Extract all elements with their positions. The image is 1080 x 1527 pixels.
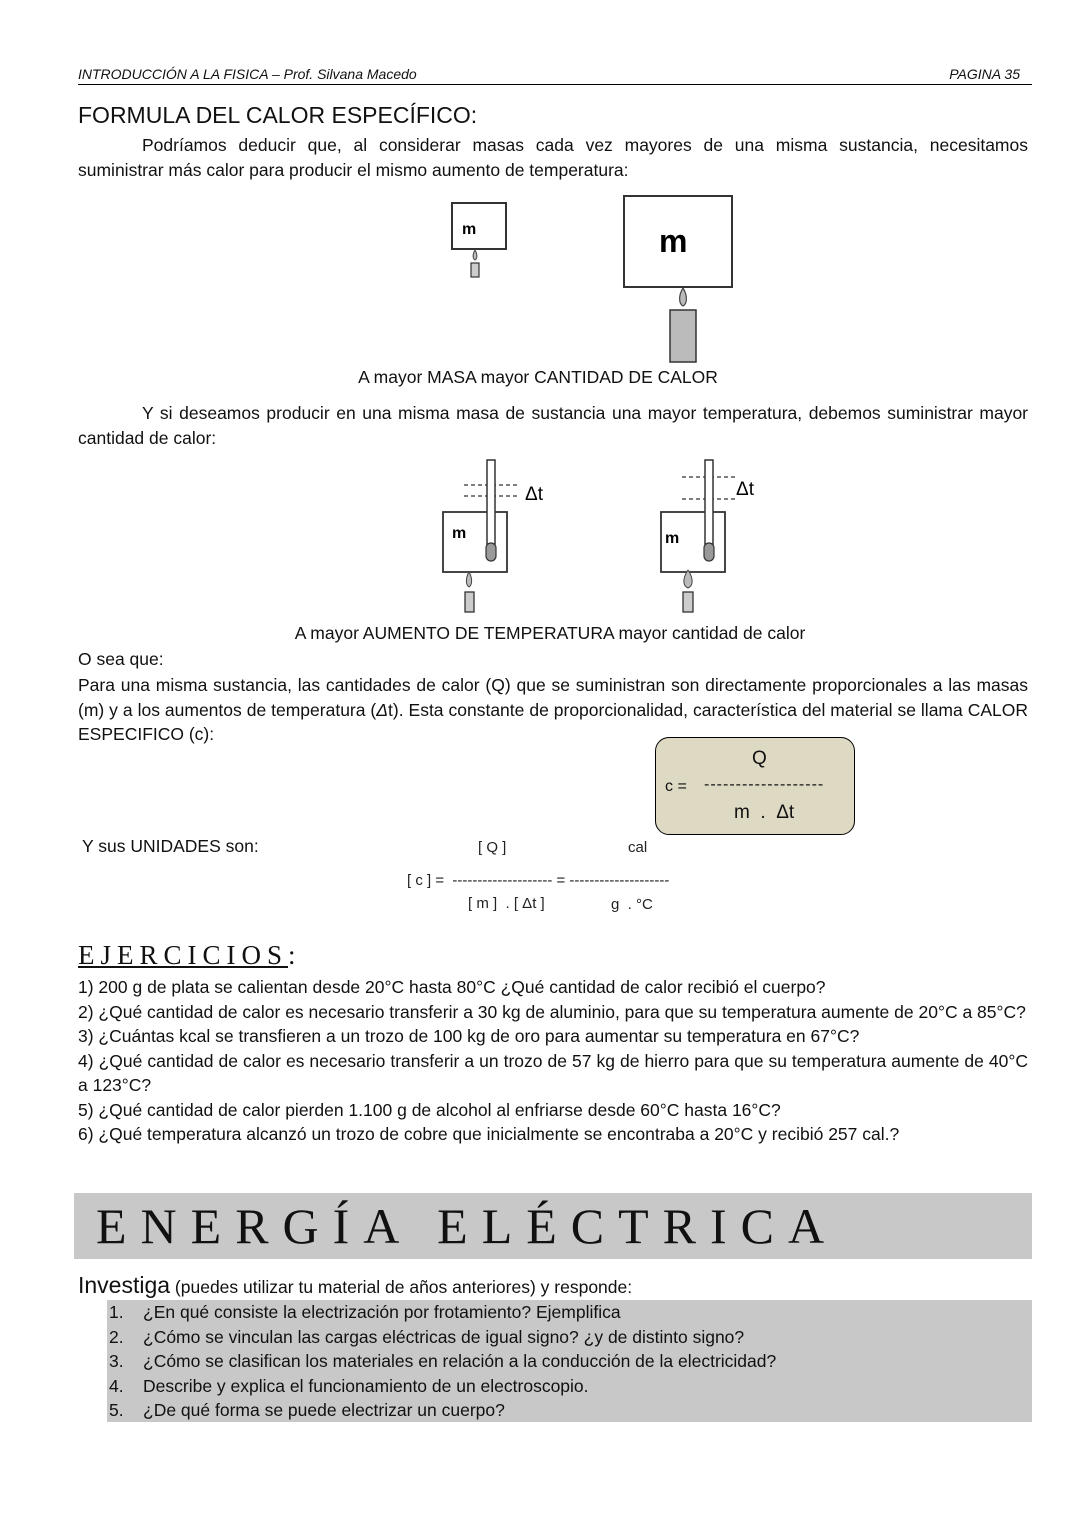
right-mass-label: m — [665, 530, 680, 547]
paragraph-definition — [78, 673, 1028, 747]
units-equation-line: [ c ] = -------------------- = -------------------- — [407, 872, 670, 889]
banner-title: ENERGÍA ELÉCTRICA — [96, 1198, 839, 1254]
right-candle-icon — [683, 570, 693, 612]
header-course: INTRODUCCIÓN A LA FISICA – Prof. Silvana Macedo — [78, 66, 417, 82]
exercise-item: 5) ¿Qué cantidad de calor pierden 1.100 g de alcohol al enfriarse desde 60°C hasta 16°C? — [78, 1099, 781, 1120]
units-numerator-unit: cal — [628, 839, 648, 856]
question-text: Describe y explica el funcionamiento de un electroscopio. — [143, 1375, 589, 1396]
formula-c-equals: c = — [665, 778, 687, 795]
formula-numerator: Q — [752, 748, 767, 769]
left-thermometer-icon — [486, 460, 496, 561]
figure-temperature-caption: A mayor AUMENTO DE TEMPERATURA mayor cantidad de calor — [294, 623, 806, 643]
section-title: FORMULA DEL CALOR ESPECÍFICO: — [78, 102, 478, 128]
paragraph-mass-text: Podríamos deducir que, al considerar masas cada vez mayores de una misma sustancia, necesitamos suministrar más calor para producir el mismo aumento de temperatura: — [78, 135, 1028, 180]
left-mass-label: m — [452, 525, 467, 542]
paragraph-temperature-text: Y si deseamos producir en una misma masa de sustancia una mayor temperatura, debemos suministrar mayor cantidad de calor: — [78, 403, 1028, 448]
header-page-number: PAGINA 35 — [949, 66, 1020, 82]
energy-banner — [74, 1193, 1032, 1259]
questions-box — [107, 1300, 1032, 1422]
left-apparatus — [443, 460, 544, 612]
exercises-title-colon: : — [288, 940, 302, 970]
question-number: 3. — [109, 1351, 124, 1371]
question-number: 2. — [109, 1326, 124, 1347]
paragraph-mass — [78, 133, 1028, 182]
question-number: 1. — [109, 1302, 124, 1322]
exercise-item: 3) ¿Cuántas kcal se transfieren a un trozo de 100 kg de oro para aumentar su temperatura en 67°C? — [78, 1026, 860, 1046]
formula-fraction-line: ------------------- — [704, 776, 825, 793]
exercise-item: 4) ¿Qué cantidad de calor es necesario transferir a un trozo de 57 kg de hierro para que su temperatura aumente de 40°C a 123°C? — [78, 1050, 1028, 1095]
left-delta-t-label: Δt — [525, 484, 543, 505]
exercises-title — [78, 940, 302, 971]
definition-text-start: Para una misma sustancia, las cantidades de calor (Q) que se suministran son directamente proporcionales a las masas (m) y a los aumentos de temperatura ( — [78, 675, 1028, 720]
investiga-word: Investiga — [78, 1272, 171, 1298]
specific-heat-formula-box — [655, 737, 855, 835]
large-candle-icon — [670, 288, 696, 362]
question-number: 5. — [109, 1400, 124, 1420]
paragraph-temperature — [78, 401, 1028, 450]
temperature-heating-figure — [430, 455, 780, 620]
right-apparatus — [661, 460, 755, 612]
units-denominator-unit: g . °C — [611, 896, 653, 913]
right-thermometer-icon — [704, 460, 714, 561]
large-mass-container — [624, 196, 732, 287]
page-header — [78, 66, 1032, 85]
large-mass-label: m — [659, 223, 688, 259]
exercise-item: 2) ¿Qué cantidad de calor es necesario transferir a 30 kg de aluminio, para que su temperatura aumente de 20°C a 85°C? — [78, 1001, 1026, 1022]
units-label: Y sus UNIDADES son: — [82, 836, 259, 856]
exercises-title-text: EJERCICIOS — [78, 940, 289, 970]
question-text: ¿De qué forma se puede electrizar un cuerpo? — [143, 1400, 505, 1420]
investiga-intro — [78, 1272, 632, 1299]
units-denominator-symbolic: [ m ] . [ Δt ] — [468, 895, 545, 912]
exercise-item: 6) ¿Qué temperatura alcanzó un trozo de cobre que inicialmente se encontraba a 20°C y recibió 257 cal.? — [78, 1124, 900, 1144]
small-mass-label: m — [462, 221, 477, 238]
question-text: ¿Cómo se vinculan las cargas eléctricas de igual signo? ¿y de distinto signo? — [143, 1326, 745, 1347]
mass-heating-figure — [440, 190, 750, 368]
left-candle-icon — [465, 572, 474, 612]
o-sea-que-label: O sea que: — [78, 649, 164, 669]
right-delta-t-label: Δt — [736, 479, 754, 500]
investiga-instruction: (puedes utilizar tu material de años anteriores) y responde: — [170, 1277, 633, 1297]
formula-denominator: m . Δt — [734, 802, 795, 823]
question-number: 4. — [109, 1375, 124, 1396]
figure-mass-caption: A mayor MASA mayor CANTIDAD DE CALOR — [358, 367, 718, 387]
question-text: ¿En qué consiste la electrización por frotamiento? Ejemplifica — [143, 1302, 621, 1322]
definition-text-end: t). Esta constante de proporcionalidad, característica del material se llama CALOR ESPECIFICO (c): — [78, 699, 1028, 744]
small-candle-icon — [471, 250, 479, 277]
delta-symbol: Δ — [376, 699, 389, 720]
small-mass-container — [452, 203, 506, 249]
exercise-list — [78, 975, 1028, 1147]
question-text: ¿Cómo se clasifican los materiales en relación a la conducción de la electricidad? — [143, 1351, 777, 1371]
exercise-item: 1) 200 g de plata se calientan desde 20°C hasta 80°C ¿Qué cantidad de calor recibió el cuerpo? — [78, 977, 826, 997]
units-numerator-symbolic: [ Q ] — [478, 839, 507, 856]
